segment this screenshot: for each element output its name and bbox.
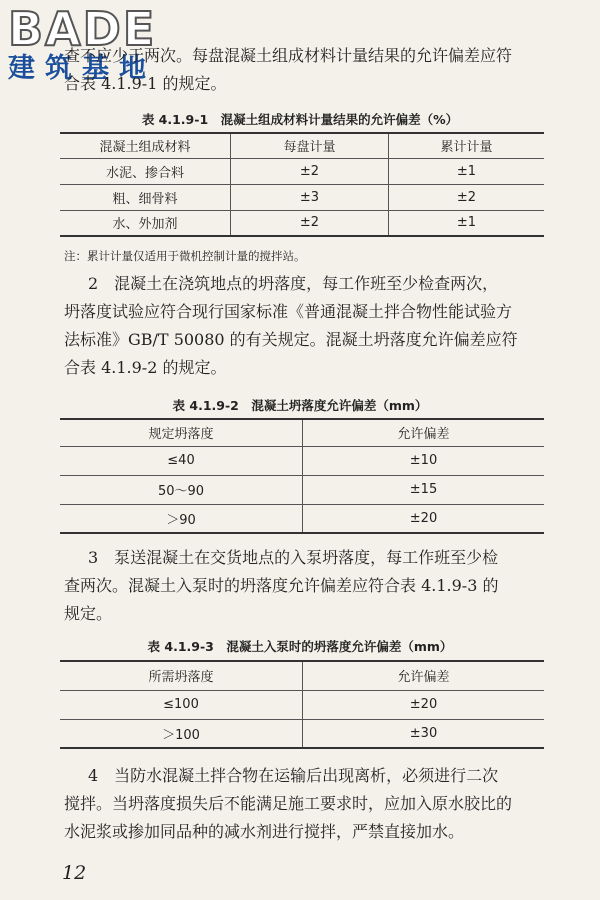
table-header: 每盘计量	[231, 133, 389, 158]
text-line: 规定。	[64, 604, 113, 623]
table-header: 混凝土组成材料	[60, 133, 231, 158]
table-cell: 粗、细骨料	[60, 184, 231, 210]
table-row	[60, 504, 544, 533]
table-cell: ≤100	[60, 690, 303, 719]
table-cell: ±3	[231, 184, 389, 210]
text-line: 合表 4.1.9-1 的规定。	[64, 74, 227, 93]
table-cell: ≤40	[60, 446, 303, 475]
table-cell: ±15	[303, 475, 545, 504]
table-cell: ＞100	[60, 719, 303, 748]
table1-note: 注：累计计量仅适用于微机控制计量的搅拌站。	[64, 249, 306, 263]
table-cell: ±2	[231, 210, 389, 236]
table-row	[60, 690, 544, 719]
table-row	[60, 184, 544, 210]
table-cell: 水、外加剂	[60, 210, 231, 236]
table-row	[60, 475, 544, 504]
table-cell: ±1	[389, 210, 545, 236]
table-header: 所需坍落度	[60, 661, 303, 690]
paragraph-4	[64, 762, 512, 846]
text-line: 2 混凝土在浇筑地点的坍落度，每工作班至少检查两次，	[88, 274, 499, 293]
text-line: 搅拌。当坍落度损失后不能满足施工要求时，应加入原水胶比的	[64, 794, 513, 813]
table-header: 累计计量	[389, 133, 545, 158]
logo-subtitle: 建筑基地	[8, 53, 156, 84]
table-cell: ±20	[303, 690, 545, 719]
table-header-row	[60, 419, 544, 446]
text-line: 水泥浆或掺加同品种的减水剂进行搅拌，严禁直接加水。	[64, 822, 465, 841]
logo-brand: BADE	[8, 2, 157, 56]
table-row	[60, 210, 544, 236]
paragraph-top	[64, 42, 512, 98]
table-cell: ＞90	[60, 504, 303, 533]
table-row	[60, 446, 544, 475]
table-cell: ±30	[303, 719, 545, 748]
text-line: 3 泵送混凝土在交货地点的入泵坍落度，每工作班至少检	[88, 548, 499, 567]
table-cell: ±20	[303, 504, 545, 533]
table-row	[60, 158, 544, 184]
paragraph-3	[64, 544, 498, 628]
table-cell: ±1	[389, 158, 545, 184]
table-header-row	[60, 661, 544, 690]
text-line: 查两次。混凝土入泵时的坍落度允许偏差应符合表 4.1.9-3 的	[64, 576, 499, 595]
table3	[60, 660, 544, 749]
text-line: 法标准》GB/T 50080 的有关规定。混凝土坍落度允许偏差应符	[64, 330, 518, 349]
text-line: 查不应少于两次。每盘混凝土组成材料计量结果的允许偏差应符	[64, 46, 513, 65]
table1-caption: 表 4.1.9-1 混凝土组成材料计量结果的允许偏差（%）	[141, 112, 459, 127]
table-header: 允许偏差	[303, 419, 545, 446]
table-header-row	[60, 133, 544, 158]
table1	[60, 132, 544, 237]
text-line: 合表 4.1.9-2 的规定。	[64, 358, 227, 377]
table-cell: 50～90	[60, 475, 303, 504]
table-cell: ±2	[231, 158, 389, 184]
paragraph-2	[64, 270, 518, 382]
table3-caption: 表 4.1.9-3 混凝土入泵时的坍落度允许偏差（mm）	[147, 639, 453, 654]
text-line: 坍落度试验应符合现行国家标准《普通混凝土拌合物性能试验方	[64, 302, 513, 321]
table-row	[60, 719, 544, 748]
table-cell: ±2	[389, 184, 545, 210]
table-cell: ±10	[303, 446, 545, 475]
table-header: 规定坍落度	[60, 419, 303, 446]
table2	[60, 418, 544, 534]
table-header: 允许偏差	[303, 661, 545, 690]
text-line: 4 当防水混凝土拌合物在运输后出现离析，必须进行二次	[88, 766, 499, 785]
table-cell: 水泥、掺合料	[60, 158, 231, 184]
page-number: 12	[62, 862, 87, 884]
table2-caption: 表 4.1.9-2 混凝土坍落度允许偏差（mm）	[172, 398, 428, 413]
